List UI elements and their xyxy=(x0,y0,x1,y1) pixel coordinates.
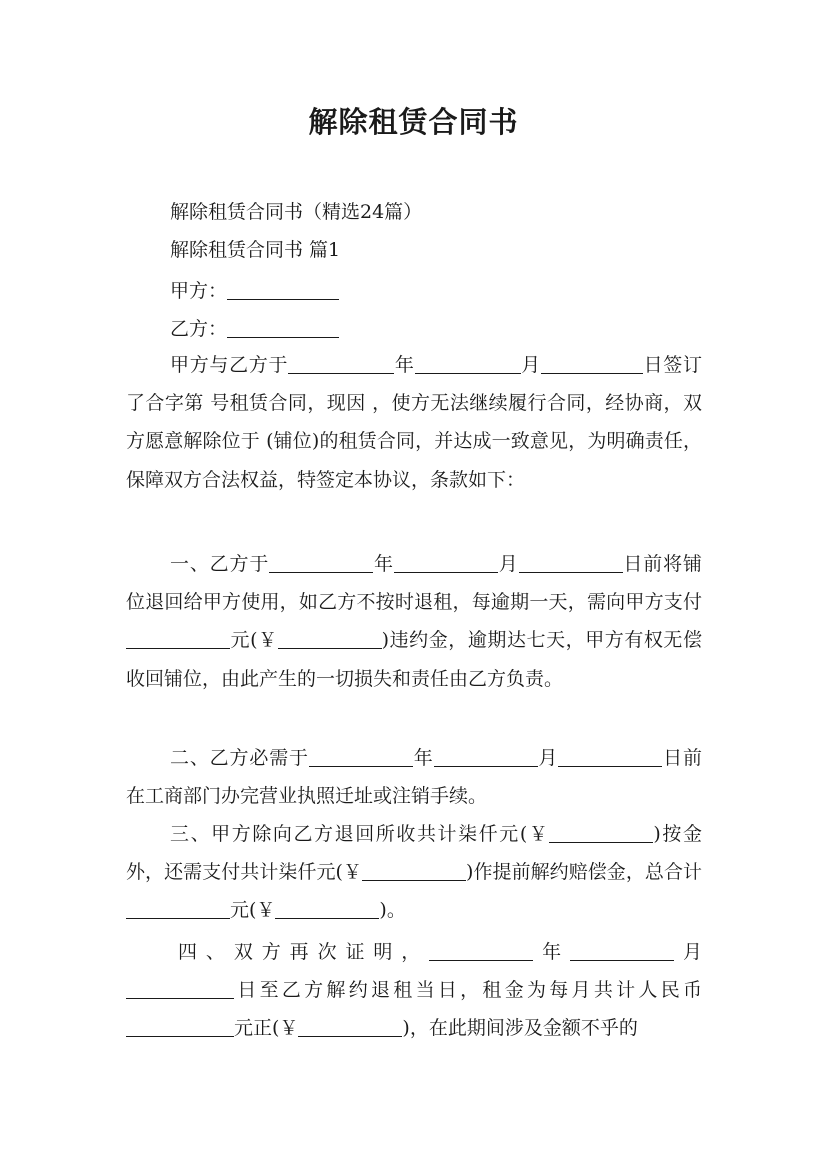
clause-4-day-blank xyxy=(126,978,234,999)
intro-month-blank xyxy=(415,353,521,374)
clause-4-rent-figure-blank xyxy=(298,1016,402,1037)
clause-1-day-blank xyxy=(519,552,623,573)
intro-text-2: 年 xyxy=(394,354,415,376)
clause-2-paragraph xyxy=(126,739,702,815)
clause-2-day-blank xyxy=(558,746,662,767)
clause-1-text-6: )违约金，逾期达七天，甲方有权无偿收回铺位，由此产生的一切损失和责任由乙方负责。 xyxy=(126,629,702,690)
clause-1-year-blank xyxy=(269,552,373,573)
party-a-line xyxy=(170,276,339,306)
document-subtitle: 解除租赁合同书（精选24篇） xyxy=(170,201,423,223)
clause-1-text-2: 年 xyxy=(373,553,394,575)
clause-1-text-4: 日前将铺位退回给甲方使用，如乙方不按时退租，每逾期一天，需向甲方支付 xyxy=(126,553,702,614)
clause-2-text-1: 二、乙方必需于 xyxy=(170,747,309,769)
clause-3-compensation-blank xyxy=(362,860,466,881)
clause-3-total-blank xyxy=(126,898,230,919)
clause-3-total-figure-blank xyxy=(275,898,379,919)
clause-4-rent-blank xyxy=(126,1016,234,1037)
clause-2-month-blank xyxy=(434,746,538,767)
section-heading: 解除租赁合同书 篇1 xyxy=(170,239,341,261)
clause-3-text-4: 元(￥ xyxy=(230,899,276,922)
clause-4-text-2: 年 xyxy=(533,941,571,963)
clause-2-text-3: 月 xyxy=(537,747,559,769)
clause-1-amount-figure-blank xyxy=(278,628,382,649)
clause-3-text-1: 三、甲方除向乙方退回所收共计柒仟元(￥ xyxy=(170,823,550,845)
clause-1-text-1: 一、乙方于 xyxy=(170,553,270,575)
clause-3-text-3: )作提前解约赔偿金，总合计 xyxy=(466,861,702,884)
clause-2-text-4: 日前在工商部门办完营业执照迁址或注销手续。 xyxy=(126,747,702,808)
clause-4-month-blank xyxy=(570,940,674,961)
party-b-blank xyxy=(227,317,339,338)
party-a-label: 甲方： xyxy=(170,280,228,302)
clause-4-paragraph xyxy=(126,933,702,1048)
document-title: 解除租赁合同书 xyxy=(308,105,519,139)
intro-text-1: 甲方与乙方于 xyxy=(170,354,289,376)
intro-paragraph xyxy=(126,346,702,499)
clause-4-text-3: 月 xyxy=(674,941,702,963)
clause-2-text-2: 年 xyxy=(412,747,434,769)
clause-1-text-5: 元(￥ xyxy=(230,629,278,652)
clause-2-year-blank xyxy=(309,746,413,767)
clause-3-text-2: )按金外，还需支付共计柒仟元(￥ xyxy=(126,823,702,884)
clause-1-amount-blank xyxy=(126,628,230,649)
clause-3-deposit-blank xyxy=(549,822,653,843)
clause-1-paragraph xyxy=(126,545,702,698)
intro-day-blank xyxy=(541,353,643,374)
clause-4-text-4: 日至乙方解约退租当日，租金为每月共计人民币 xyxy=(234,979,702,1002)
intro-text-3: 月 xyxy=(520,354,541,376)
clause-4-text-5: 元正(￥ xyxy=(234,1017,299,1040)
clause-3-text-5: )。 xyxy=(379,899,406,922)
party-a-blank xyxy=(227,279,339,300)
clause-4-text-1: 四、双方再次证明， xyxy=(178,941,430,963)
clause-3-paragraph xyxy=(126,815,702,930)
clause-1-month-blank xyxy=(394,552,498,573)
party-b-line xyxy=(170,314,339,344)
intro-text-4: 日签订了合字第 号租赁合同，现因 ，使方无法继续履行合同，经协商，双方愿意解除位于 (铺位)的租赁合同，并达成一致意见，为明确责任，保障双方合法权益，特签定本协议，条款如下： xyxy=(126,354,702,491)
clause-4-year-blank xyxy=(429,940,533,961)
clause-1-text-3: 月 xyxy=(497,553,519,575)
intro-year-blank xyxy=(288,353,394,374)
clause-4-text-6: )，在此期间涉及金额不乎的 xyxy=(402,1017,638,1040)
party-b-label: 乙方： xyxy=(170,318,228,340)
